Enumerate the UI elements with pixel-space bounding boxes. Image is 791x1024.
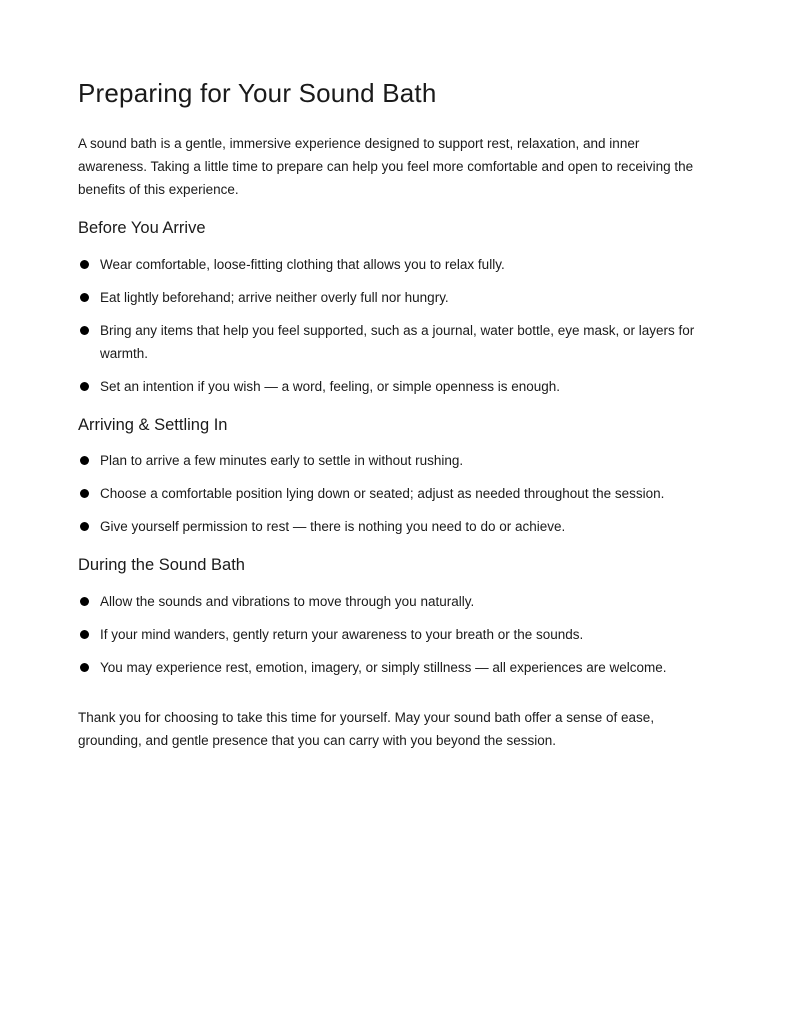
list-item-text: If your mind wanders, gently return your awareness to your breath or the sounds. xyxy=(100,627,584,643)
list-item xyxy=(78,656,707,679)
section-heading: Before You Arrive xyxy=(78,219,206,238)
bullet-icon xyxy=(80,260,89,269)
bullet-icon xyxy=(80,293,89,302)
list-item-text: Give yourself permission to rest — there is nothing you need to do or achieve. xyxy=(100,519,566,535)
bullet-list xyxy=(78,590,707,679)
bullet-icon xyxy=(80,630,89,639)
list-item-text: Plan to arrive a few minutes early to settle in without rushing. xyxy=(100,453,464,469)
list-item-text: Set an intention if you wish — a word, feeling, or simple openness is enough. xyxy=(100,378,561,394)
list-item-text: Eat lightly beforehand; arrive neither overly full nor hungry. xyxy=(100,289,449,305)
bullet-icon xyxy=(80,382,89,391)
section-heading: During the Sound Bath xyxy=(78,556,245,575)
section-during-the-sound-bath xyxy=(78,555,707,679)
list-item xyxy=(78,286,707,309)
list-item xyxy=(78,590,707,613)
section-arriving-settling-in xyxy=(78,415,707,539)
list-item xyxy=(78,253,707,276)
list-item xyxy=(78,482,707,505)
list-item-text: Allow the sounds and vibrations to move through you naturally. xyxy=(100,594,475,610)
bullet-icon xyxy=(80,456,89,465)
section-before-you-arrive xyxy=(78,218,707,398)
bullet-icon xyxy=(80,522,89,531)
list-item xyxy=(78,449,707,472)
bullet-list xyxy=(78,449,707,538)
list-item-text: Bring any items that help you feel supported, such as a journal, water bottle, eye mask, or layers for warmth. xyxy=(100,322,695,361)
list-item-text: You may experience rest, emotion, imagery, or simply stillness — all experiences are welcome. xyxy=(100,660,667,676)
list-item xyxy=(78,515,707,538)
bullet-icon xyxy=(80,489,89,498)
bullet-icon xyxy=(80,663,89,672)
list-item xyxy=(78,319,707,365)
bullet-list xyxy=(78,253,707,398)
section-heading: Arriving & Settling In xyxy=(78,415,228,434)
list-item-text: Choose a comfortable position lying down or seated; adjust as needed throughout the session. xyxy=(100,486,665,502)
closing-paragraph: Thank you for choosing to take this time for yourself. May your sound bath offer a sense of ease, grounding, and gentle presence that you can carry with you beyond the session. xyxy=(78,710,655,749)
list-item-text: Wear comfortable, loose-fitting clothing that allows you to relax fully. xyxy=(100,256,505,272)
list-item xyxy=(78,623,707,646)
intro-paragraph: A sound bath is a gentle, immersive experience designed to support rest, relaxation, and inner awareness. Taking a little time to prepare can help you feel more comfortable and open to receiving the benefits of this experience. xyxy=(78,136,694,198)
page-title: Preparing for Your Sound Bath xyxy=(78,78,437,108)
list-item xyxy=(78,375,707,398)
bullet-icon xyxy=(80,597,89,606)
bullet-icon xyxy=(80,326,89,335)
